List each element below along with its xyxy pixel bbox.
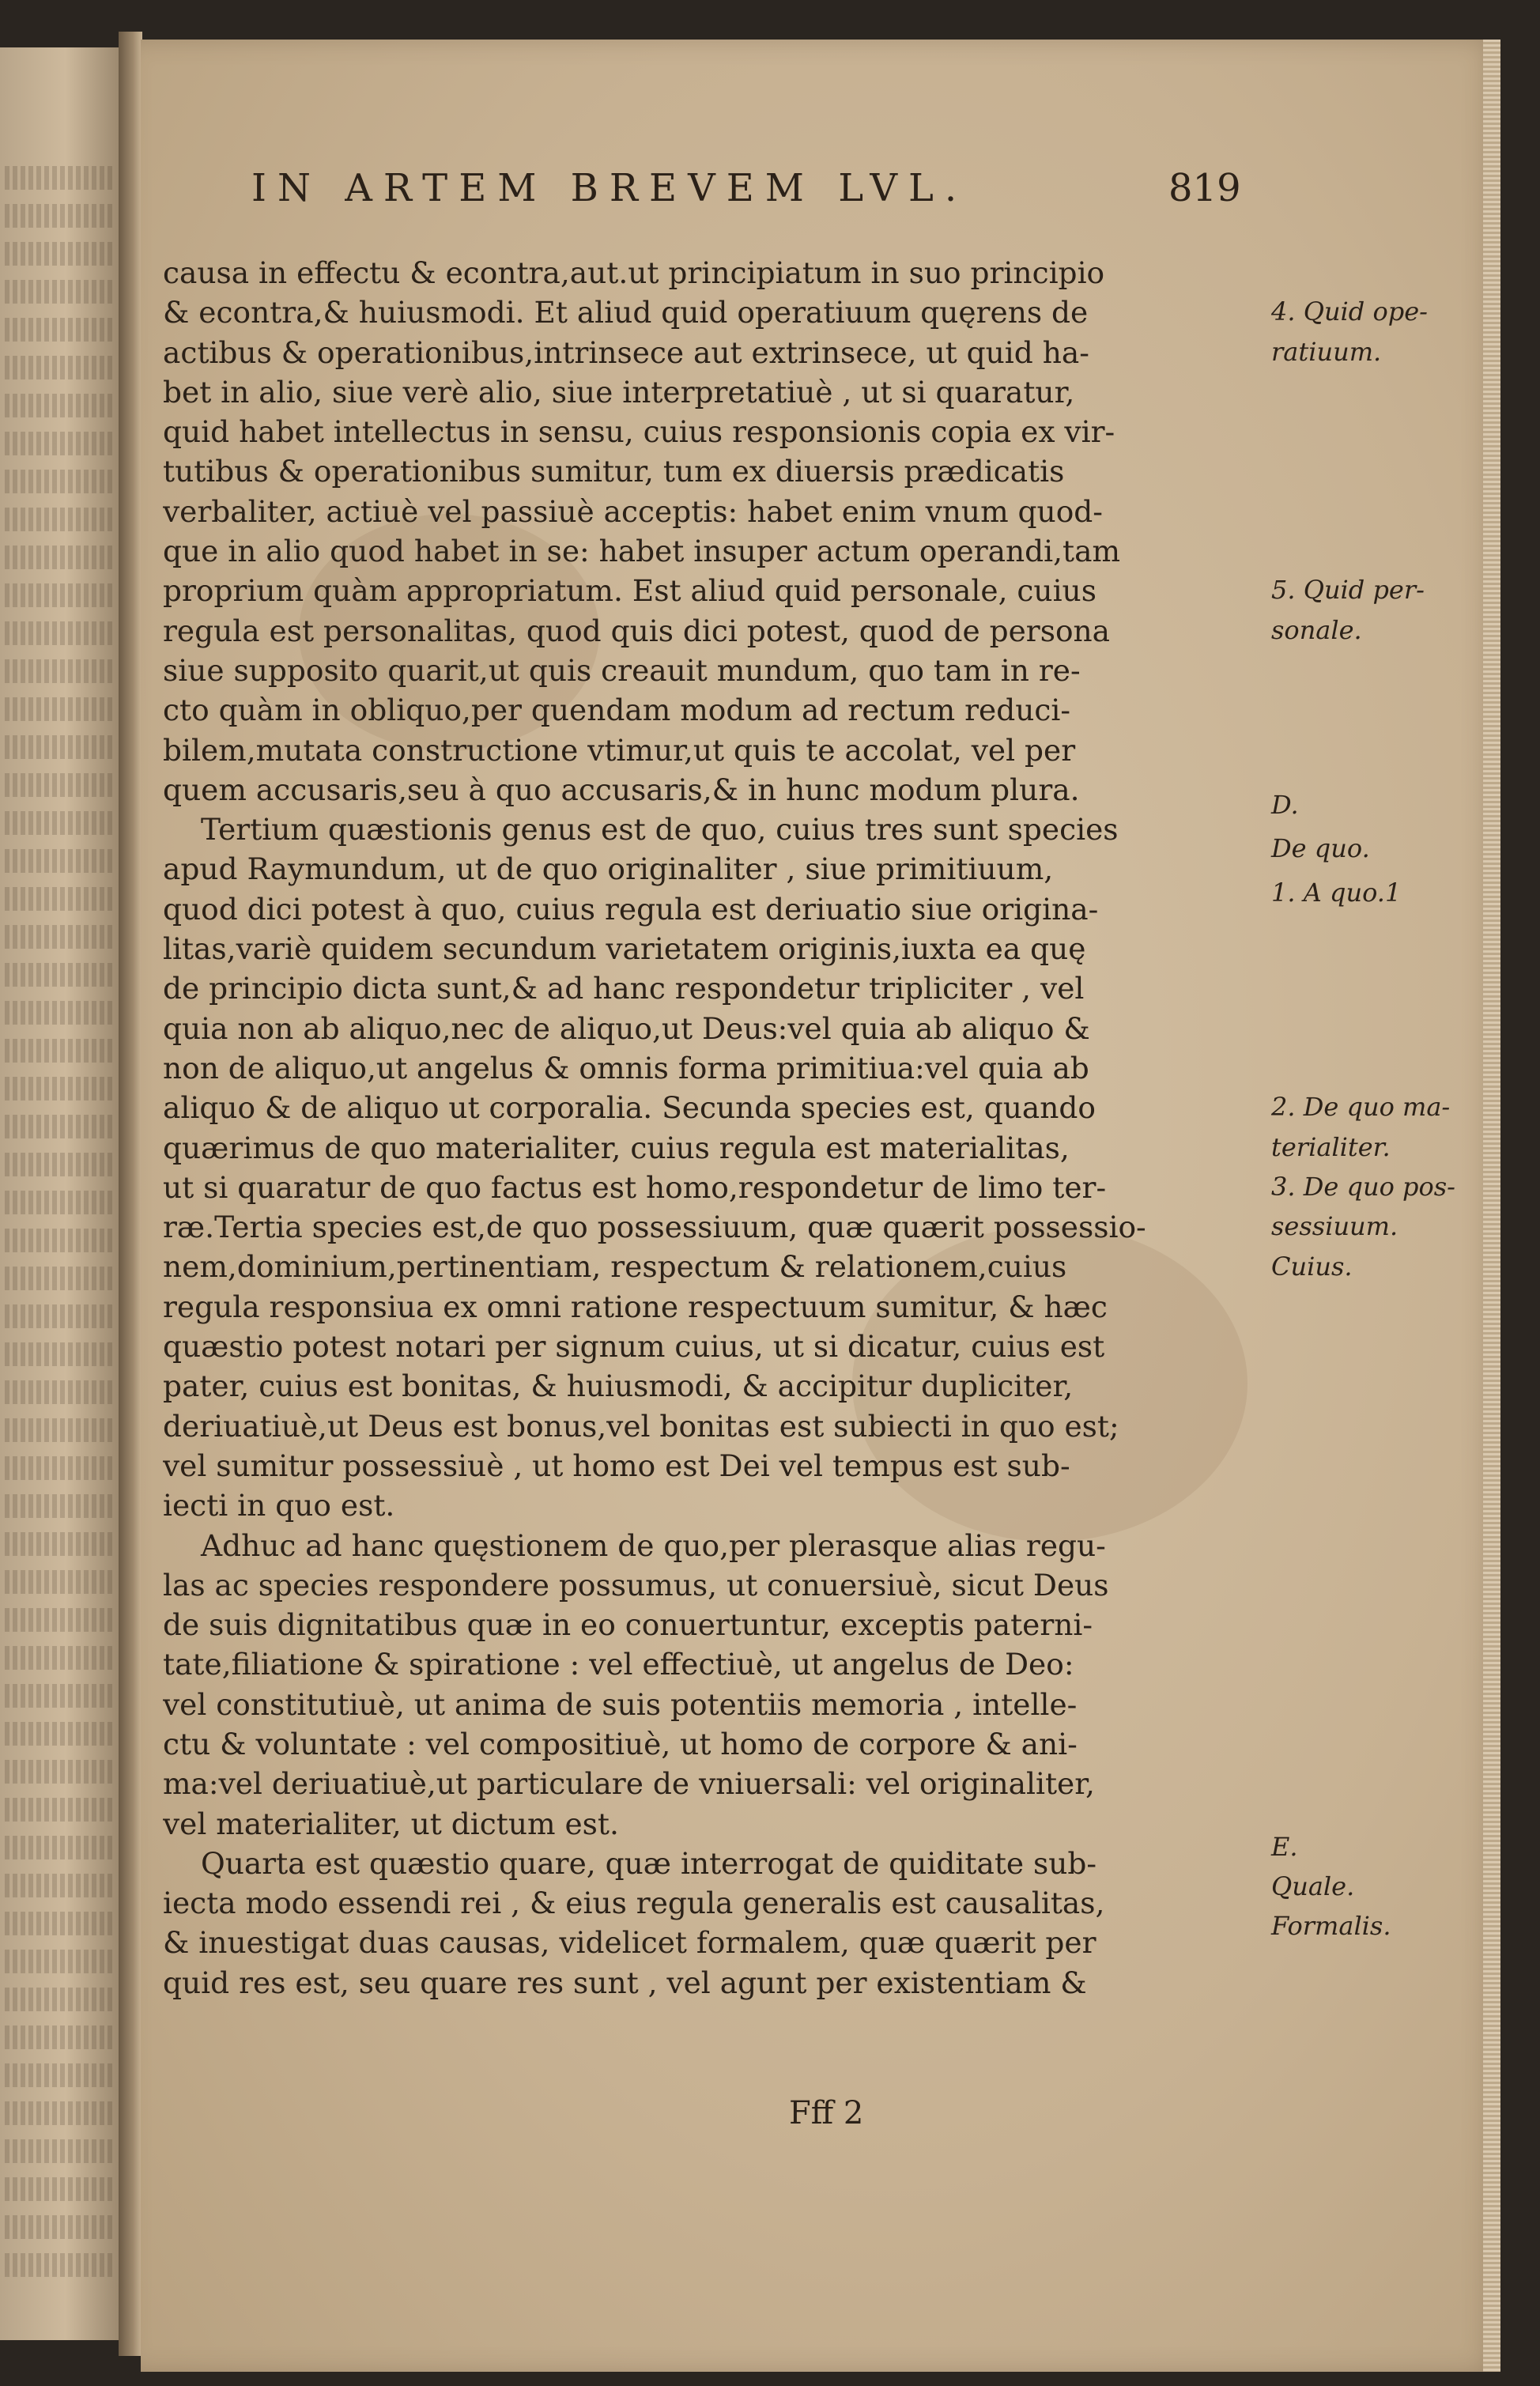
facing-page-text-line — [5, 2177, 115, 2201]
text-line: proprium quàm appropriatum. Est aliud quid personale, cuius — [163, 573, 1096, 609]
facing-page-text-line — [5, 1456, 115, 1480]
facing-page-text-line — [5, 1722, 115, 1746]
text-line: vel constitutiuè, ut anima de suis potentiis memoria , intelle- — [163, 1686, 1078, 1722]
text-line: bet in alio, siue verè alio, siue interpretatiuè , ut si quaratur, — [163, 374, 1075, 410]
margin-note: 5. Quid per- — [1271, 575, 1425, 606]
facing-page-text-line — [5, 1836, 115, 1859]
text-line: Adhuc ad hanc quęstionem de quo,per plerasque alias regu- — [201, 1527, 1106, 1563]
facing-page-text-line — [5, 1342, 115, 1366]
facing-page-text-line — [5, 1191, 115, 1214]
page-fore-edge — [1483, 40, 1500, 2372]
text-line: quid habet intellectus in sensu, cuius responsionis copia ex vir- — [163, 414, 1115, 450]
facing-page-text-line — [5, 1570, 115, 1594]
text-line: aliquo & de aliquo ut corporalia. Secunda species est, quando — [163, 1090, 1096, 1126]
facing-page-text-line — [5, 1912, 115, 1935]
facing-page-text-line — [5, 470, 115, 493]
margin-note: 4. Quid ope- — [1271, 296, 1428, 327]
text-line: apud Raymundum, ut de quo originaliter , siue primitiuum, — [163, 851, 1054, 887]
facing-page-text-line — [5, 242, 115, 266]
facing-page-text-line — [5, 1494, 115, 1518]
margin-note: Cuius. — [1271, 1251, 1353, 1282]
facing-page-text-line — [5, 1115, 115, 1138]
facing-page-text-line — [5, 1646, 115, 1670]
facing-page-text-line — [5, 1950, 115, 1973]
facing-page-text-line — [5, 925, 115, 949]
text-line: verbaliter, actiuè vel passiuè acceptis: habet enim vnum quod- — [163, 493, 1103, 529]
facing-page-text-line — [5, 2063, 115, 2087]
facing-page-text-line — [5, 1760, 115, 1784]
text-line: pater, cuius est bonitas, & huiusmodi, & accipitur dupliciter, — [163, 1369, 1074, 1404]
text-line: & inuestigat duas causas, videlicet formalem, quæ quærit per — [163, 1925, 1096, 1961]
text-line: de suis dignitatibus quæ in eo conuertuntur, exceptis paterni- — [163, 1607, 1093, 1643]
text-line: ut si quaratur de quo factus est homo,respondetur de limo ter- — [163, 1169, 1107, 1205]
facing-page-text-line — [5, 1229, 115, 1252]
margin-note: sonale. — [1271, 614, 1362, 645]
text-line: ræ.Tertia species est,de quo possessiuum, quæ quærit possessio- — [163, 1210, 1146, 1245]
margin-note: De quo. — [1271, 833, 1370, 864]
text-line: regula est personalitas, quod quis dici potest, quod de persona — [163, 613, 1111, 648]
text-line: de principio dicta sunt,& ad hanc respondetur tripliciter , vel — [163, 971, 1085, 1006]
margin-note: 2. De quo ma- — [1271, 1092, 1451, 1123]
facing-page-text-line — [5, 773, 115, 797]
margin-note: Quale. — [1271, 1871, 1355, 1902]
text-line: deriuatiuè,ut Deus est bonus,vel bonitas est subiecti in quo est; — [163, 1408, 1119, 1444]
facing-page-text-line — [5, 1684, 115, 1708]
text-line: & econtra,& huiusmodi. Et aliud quid operatiuum quęrens de — [163, 295, 1089, 330]
facing-page-text-line — [5, 583, 115, 607]
text-line: Quarta est quæstio quare, quæ interrogat de quiditate sub- — [201, 1845, 1097, 1881]
text-line: regula responsiua ex omni ratione respectuum sumitur, & hæc — [163, 1289, 1108, 1324]
text-line: iecti in quo est. — [163, 1488, 395, 1523]
text-line: vel sumitur possessiuè , ut homo est Dei vel tempus est sub- — [163, 1448, 1070, 1483]
facing-page-text-line — [5, 659, 115, 683]
text-line: quærimus de quo materialiter, cuius regula est materialitas, — [163, 1130, 1070, 1165]
text-line: las ac species respondere possumus, ut conuersiuè, sicut Deus — [163, 1567, 1109, 1603]
text-line: quod dici potest à quo, cuius regula est deriuatio siue origina- — [163, 891, 1099, 927]
facing-page-text-line — [5, 1874, 115, 1897]
text-line: tate,filiatione & spiratione : vel effectiuè, ut angelus de Deo: — [163, 1647, 1074, 1682]
facing-page-text-line — [5, 166, 115, 190]
margin-note: 3. De quo pos- — [1271, 1171, 1455, 1202]
facing-page-text-line — [5, 1077, 115, 1101]
text-line: siue supposito quarit,ut quis creauit mundum, quo tam in re- — [163, 652, 1081, 688]
margin-note: sessiuum. — [1271, 1211, 1398, 1242]
facing-page-text-line — [5, 849, 115, 873]
facing-page-text-line — [5, 1267, 115, 1290]
facing-page-text-line — [5, 1988, 115, 2011]
facing-page-text-line — [5, 394, 115, 417]
margin-note: D. — [1271, 790, 1299, 821]
facing-page-text-line — [5, 1798, 115, 1822]
facing-page-text-line — [5, 1304, 115, 1328]
text-line: quid res est, seu quare res sunt , vel agunt per existentiam & — [163, 1965, 1087, 2000]
facing-page-text-line — [5, 432, 115, 455]
text-line: quia non ab aliquo,nec de aliquo,ut Deus:vel quia ab aliquo & — [163, 1010, 1090, 1046]
facing-page-text-line — [5, 1608, 115, 1632]
page-number: 819 — [1168, 166, 1241, 210]
signature-mark: Fff 2 — [789, 2095, 864, 2131]
facing-page-text-line — [5, 1039, 115, 1063]
facing-page-text-line — [5, 811, 115, 835]
text-line: bilem,mutata constructione vtimur,ut quis te accolat, vel per — [163, 732, 1076, 768]
facing-page-text-line — [5, 2025, 115, 2049]
facing-page-text-line — [5, 887, 115, 911]
facing-page-text-line — [5, 1532, 115, 1556]
facing-page-text-line — [5, 318, 115, 342]
text-line: tutibus & operationibus sumitur, tum ex diuersis prædicatis — [163, 454, 1065, 489]
text-line: actibus & operationibus,intrinsece aut extrinsece, ut quid ha- — [163, 334, 1089, 370]
text-line: Tertium quæstionis genus est de quo, cuius tres sunt species — [201, 812, 1119, 848]
facing-page-text-line — [5, 621, 115, 645]
text-line: litas,variè quidem secundum varietatem originis,iuxta ea quę — [163, 931, 1086, 967]
facing-page-text-line — [5, 2253, 115, 2277]
text-line: que in alio quod habet in se: habet insuper actum operandi,tam — [163, 534, 1121, 569]
facing-page-text-line — [5, 356, 115, 379]
facing-page-text-line — [5, 963, 115, 987]
text-line: ctu & voluntate : vel compositiuè, ut homo de corpore & ani- — [163, 1726, 1078, 1761]
facing-page-text-line — [5, 1418, 115, 1442]
text-line: vel materialiter, ut dictum est. — [163, 1806, 619, 1841]
text-line: iecta modo essendi rei , & eius regula generalis est causalitas, — [163, 1886, 1105, 1921]
facing-page-text-line — [5, 2101, 115, 2125]
text-line: quem accusaris,seu à quo accusaris,& in hunc modum plura. — [163, 772, 1080, 807]
text-line: causa in effectu & econtra,aut.ut principiatum in suo principio — [163, 255, 1105, 290]
text-line: nem,dominium,pertinentiam, respectum & relationem,cuius — [163, 1249, 1067, 1285]
facing-page-text-line — [5, 280, 115, 304]
facing-page-text-line — [5, 204, 115, 228]
facing-page-text-line — [5, 1380, 115, 1404]
facing-page-text-line — [5, 1001, 115, 1025]
margin-note: ratiuum. — [1271, 336, 1382, 367]
margin-note: E. — [1271, 1831, 1298, 1862]
body-text — [163, 253, 1246, 2003]
text-line: ma:vel deriuatiuè,ut particulare de vniuersali: vel originaliter, — [163, 1766, 1095, 1802]
running-head: IN ARTEM BREVEM LVL. — [251, 166, 968, 210]
facing-page-text-line — [5, 697, 115, 721]
book-gutter — [119, 32, 142, 2356]
text-line: non de aliquo,ut angelus & omnis forma primitiua:vel quia ab — [163, 1050, 1089, 1085]
margin-note: 1. A quo.1 — [1271, 877, 1402, 908]
facing-page-text-line — [5, 1153, 115, 1176]
facing-page-text-line — [5, 546, 115, 569]
facing-page-text-line — [5, 2215, 115, 2239]
facing-page-text-line — [5, 735, 115, 759]
margin-note: Formalis. — [1271, 1911, 1391, 1942]
facing-page-text-line — [5, 508, 115, 531]
facing-page-text-line — [5, 2139, 115, 2163]
margin-note: terialiter. — [1271, 1131, 1391, 1162]
text-line: cto quàm in obliquo,per quendam modum ad rectum reduci- — [163, 693, 1071, 728]
text-line: quæstio potest notari per signum cuius, ut si dicatur, cuius est — [163, 1329, 1105, 1365]
facing-page-edge — [0, 47, 119, 2340]
book-page — [141, 40, 1500, 2372]
